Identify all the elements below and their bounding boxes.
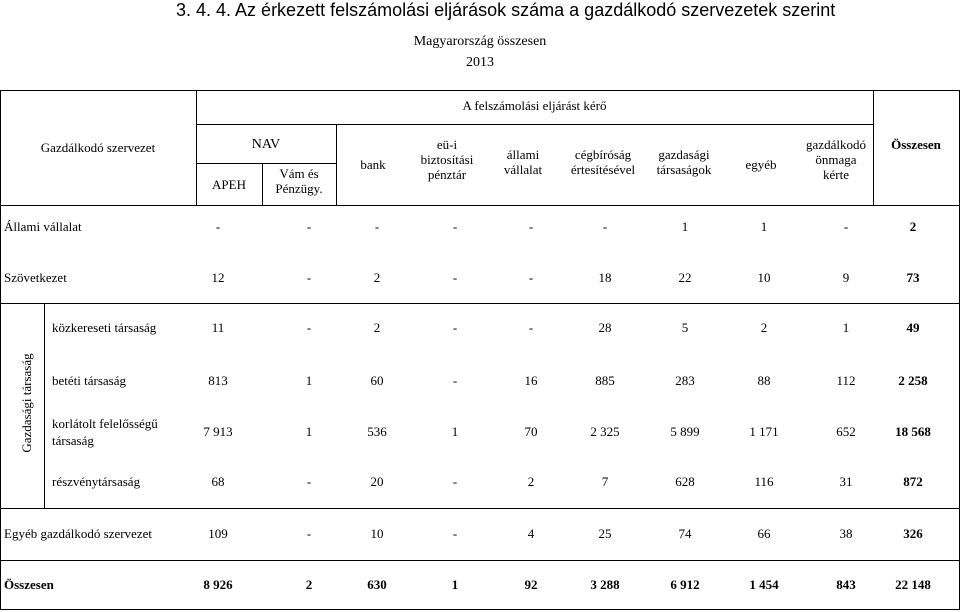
table-cell: 7 913 xyxy=(203,424,233,439)
table-cell: 7 xyxy=(601,474,609,489)
side-group-label: Gazdasági társaság xyxy=(19,353,34,453)
header-allami-line1: állami xyxy=(506,147,540,162)
table-cell: 109 xyxy=(208,526,228,541)
group-header-border xyxy=(196,124,873,125)
table-cell: - xyxy=(843,219,849,234)
table-cell: 283 xyxy=(675,373,695,388)
header-bank: bank xyxy=(360,157,386,172)
side-group-divider xyxy=(44,303,45,508)
table-cell: 2 xyxy=(527,474,535,489)
table-left-border xyxy=(0,90,1,610)
table-cell: 28 xyxy=(598,320,612,335)
header-eu-line1: eü-i xyxy=(436,137,458,152)
row-total-cell: 18 568 xyxy=(895,424,931,439)
header-onmaga xyxy=(798,137,874,182)
table-cell: 2 xyxy=(373,320,381,335)
table-cell: 652 xyxy=(836,424,856,439)
table-cell: 60 xyxy=(370,373,384,388)
header-eu xyxy=(410,137,484,182)
table-cell: 2 xyxy=(305,577,313,592)
table-cell: 68 xyxy=(211,474,225,489)
table-cell: 112 xyxy=(836,373,856,388)
table-cell: 31 xyxy=(839,474,853,489)
table-cell: 1 454 xyxy=(749,577,779,592)
row-total-cell: 73 xyxy=(906,270,920,285)
table-cell: 6 912 xyxy=(670,577,700,592)
header-vam-line2: Pénzügy. xyxy=(275,181,323,196)
header-eu-line2: biztosítási xyxy=(420,152,474,167)
header-onmaga-line2: önmaga xyxy=(815,152,857,167)
table-cell: - xyxy=(306,270,312,285)
row-total-cell: 872 xyxy=(903,474,923,489)
group-start-border xyxy=(0,303,959,304)
table-cell: - xyxy=(306,219,312,234)
table-cell: 10 xyxy=(370,526,384,541)
table-cell: 66 xyxy=(757,526,771,541)
table-cell: 1 xyxy=(760,219,768,234)
region-subtitle: Magyarország összesen xyxy=(413,34,547,49)
row-total-cell: 49 xyxy=(906,320,920,335)
header-gazd-line2: társaságok xyxy=(656,162,712,177)
table-cell: 22 xyxy=(678,270,692,285)
table-cell: - xyxy=(452,219,458,234)
header-gazdasagi xyxy=(644,147,724,177)
header-onmaga-line3: kérte xyxy=(823,167,849,182)
table-cell: 630 xyxy=(367,577,387,592)
row-label-beteti: betéti társaság xyxy=(52,373,126,388)
row-label-szovetkezet: Szövetkezet xyxy=(4,270,67,285)
header-ceg-line2: értesítésével xyxy=(570,162,636,177)
table-cell: 536 xyxy=(367,424,387,439)
table-cell: - xyxy=(452,373,458,388)
header-onmaga-line1: gazdálkodó xyxy=(806,137,866,152)
header-osszesen: Összesen xyxy=(891,137,941,152)
table-cell: - xyxy=(306,320,312,335)
row-label-kozkereseti: közkereseti társaság xyxy=(52,320,157,335)
header-apeh: APEH xyxy=(212,177,246,192)
table-cell: 5 xyxy=(681,320,689,335)
table-bottom-border xyxy=(0,609,959,610)
table-cell: 38 xyxy=(839,526,853,541)
table-cell: 92 xyxy=(524,577,538,592)
table-cell: 628 xyxy=(675,474,695,489)
header-bottom-border xyxy=(0,205,959,206)
table-cell: 74 xyxy=(678,526,692,541)
table-cell: 1 xyxy=(681,219,689,234)
table-title: 3. 4. 4. Az érkezett felszámolási eljárások száma a gazdálkodó szervezetek szerint xyxy=(176,0,836,20)
table-cell: 813 xyxy=(208,373,228,388)
row-label-allami: Állami vállalat xyxy=(4,219,82,234)
table-cell: 4 xyxy=(527,526,535,541)
nav-subheader-border xyxy=(196,163,336,164)
table-cell: - xyxy=(306,526,312,541)
table-top-border xyxy=(0,90,959,91)
table-cell: - xyxy=(452,526,458,541)
table-cell: 70 xyxy=(524,424,538,439)
total-top-border xyxy=(0,560,959,561)
year-subtitle: 2013 xyxy=(466,55,494,70)
table-cell: 1 171 xyxy=(749,424,779,439)
table-cell: 885 xyxy=(595,373,615,388)
table-cell: 12 xyxy=(211,270,225,285)
row-label-kft-line2: társaság xyxy=(52,433,94,448)
table-cell: 20 xyxy=(370,474,384,489)
table-cell: 1 xyxy=(305,373,313,388)
header-egyeb: egyéb xyxy=(745,157,777,172)
table-cell: 1 xyxy=(451,424,459,439)
table-cell: - xyxy=(452,320,458,335)
table-cell: 1 xyxy=(842,320,850,335)
table-cell: - xyxy=(215,219,221,234)
header-eu-line3: pénztár xyxy=(427,167,467,182)
table-cell: 25 xyxy=(598,526,612,541)
table-cell: 8 926 xyxy=(203,577,233,592)
header-row-label: Gazdálkodó szervezet xyxy=(40,140,156,155)
row-label-rt: részvénytársaság xyxy=(52,474,141,489)
header-ceg-line1: cégbíróság xyxy=(574,147,632,162)
table-cell: 2 xyxy=(373,270,381,285)
header-nav: NAV xyxy=(251,137,281,152)
table-cell: 116 xyxy=(754,474,774,489)
table-cell: 843 xyxy=(836,577,856,592)
row-label-egyeb: Egyéb gazdálkodó szervezet xyxy=(4,526,152,541)
table-cell: - xyxy=(528,320,534,335)
table-cell: 10 xyxy=(757,270,771,285)
row-total-cell: 2 xyxy=(909,219,917,234)
header-cegbirosag xyxy=(560,147,646,177)
table-cell: - xyxy=(452,474,458,489)
table-cell: 11 xyxy=(211,320,225,335)
table-cell: - xyxy=(528,270,534,285)
table-cell: 1 xyxy=(305,424,313,439)
header-allami-line2: vállalat xyxy=(503,162,543,177)
table-cell: 3 288 xyxy=(590,577,620,592)
table-cell: 18 xyxy=(598,270,612,285)
row-label-osszesen: Összesen xyxy=(4,577,54,592)
row-label-kft xyxy=(52,415,158,449)
table-cell: 9 xyxy=(842,270,850,285)
header-vam-line1: Vám és xyxy=(279,166,319,181)
table-cell: 5 899 xyxy=(670,424,700,439)
table-cell: - xyxy=(452,270,458,285)
table-cell: - xyxy=(602,219,608,234)
table-cell: 2 325 xyxy=(590,424,620,439)
row-total-cell: 326 xyxy=(903,526,923,541)
row-total-cell: 22 148 xyxy=(895,577,931,592)
table-cell: - xyxy=(374,219,380,234)
table-cell: - xyxy=(306,474,312,489)
table-cell: - xyxy=(528,219,534,234)
header-vam xyxy=(262,166,336,196)
header-gazd-line1: gazdasági xyxy=(658,147,710,162)
group-end-border xyxy=(0,508,959,509)
table-cell: 2 xyxy=(760,320,768,335)
table-cell: 88 xyxy=(757,373,771,388)
table-cell: 16 xyxy=(524,373,538,388)
group-header: A felszámolási eljárást kérő xyxy=(462,98,607,113)
row-total-cell: 2 258 xyxy=(898,373,928,388)
row-label-kft-line1: korlátolt felelősségű xyxy=(52,416,158,431)
table-cell: 1 xyxy=(451,577,459,592)
header-allami xyxy=(484,147,562,177)
